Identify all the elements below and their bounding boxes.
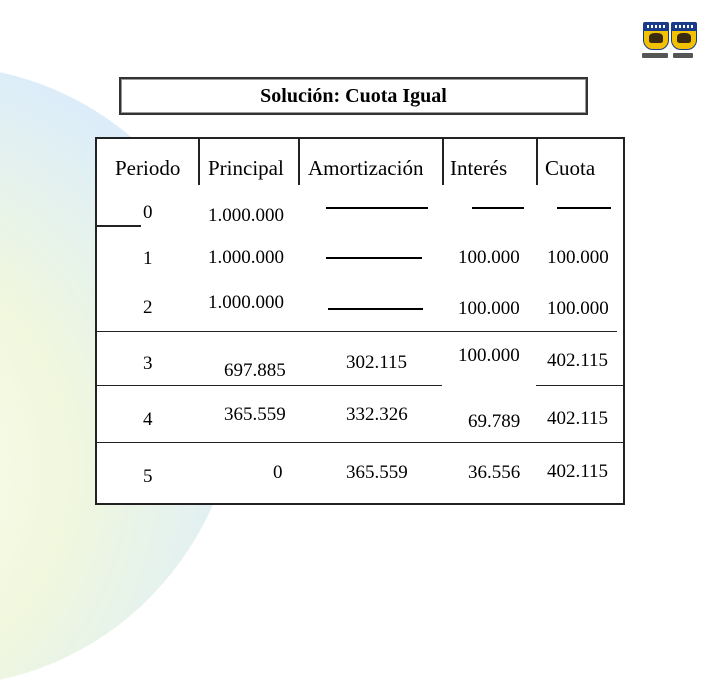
cell-cuota-1: 100.000	[547, 247, 609, 268]
faculty-shield-icon	[671, 22, 697, 50]
header-divider-3	[442, 137, 444, 185]
cell-cuota-5: 402.115	[547, 461, 609, 482]
header-principal: Principal	[208, 156, 284, 180]
header-periodo: Periodo	[115, 156, 181, 180]
cell-periodo-1: 1	[143, 248, 153, 269]
cell-periodo-4: 4	[143, 409, 153, 430]
logo-caption-right	[673, 53, 693, 58]
cell-interes-3: 100.000	[458, 345, 520, 366]
university-shield-icon	[643, 22, 669, 50]
cell-interes-4: 69.789	[468, 411, 521, 432]
cell-cuota-2: 100.000	[547, 298, 609, 319]
header-cuota: Cuota	[545, 156, 596, 180]
header-interes: Interés	[450, 156, 508, 180]
cell-cuota-3: 402.115	[547, 350, 609, 371]
row-rule-3-left	[97, 385, 442, 386]
dash-cuota-0	[557, 207, 611, 209]
cell-interes-2: 100.000	[458, 298, 520, 319]
dash-amortizacion-0	[326, 207, 428, 209]
row-rule-0	[97, 225, 141, 227]
logo-caption-left	[642, 53, 668, 58]
cell-periodo-0: 0	[143, 202, 153, 223]
cell-principal-0: 1.000.000	[208, 205, 284, 226]
cell-periodo-3: 3	[143, 353, 153, 374]
cell-amortizacion-4: 332.326	[346, 404, 408, 425]
cell-principal-1: 1.000.000	[208, 247, 284, 268]
header-divider-1	[198, 137, 200, 185]
institution-logos	[641, 22, 697, 62]
cell-principal-5: 0	[273, 462, 283, 483]
cell-interes-1: 100.000	[458, 247, 520, 268]
cell-principal-4: 365.559	[224, 404, 286, 425]
cell-principal-2: 1.000.000	[208, 292, 284, 313]
amortization-table	[95, 137, 625, 505]
cell-amortizacion-5: 365.559	[346, 462, 408, 483]
row-rule-2	[97, 331, 617, 332]
dash-amortizacion-1	[326, 257, 422, 259]
row-rule-4	[97, 442, 624, 443]
slide-title-box	[119, 77, 588, 115]
dash-interes-0	[472, 207, 524, 209]
slide-title: Solución: Cuota Igual	[260, 84, 447, 107]
header-divider-4	[536, 137, 538, 185]
cell-cuota-4: 402.115	[547, 408, 609, 429]
dash-amortizacion-2	[328, 308, 423, 310]
cell-periodo-2: 2	[143, 297, 153, 318]
cell-principal-3: 697.885	[224, 360, 286, 381]
row-rule-3-right	[536, 385, 624, 386]
header-amortizacion: Amortización	[308, 156, 424, 180]
cell-amortizacion-3: 302.115	[346, 352, 408, 373]
cell-periodo-5: 5	[143, 466, 153, 487]
header-divider-2	[298, 137, 300, 185]
cell-interes-5: 36.556	[468, 462, 521, 483]
